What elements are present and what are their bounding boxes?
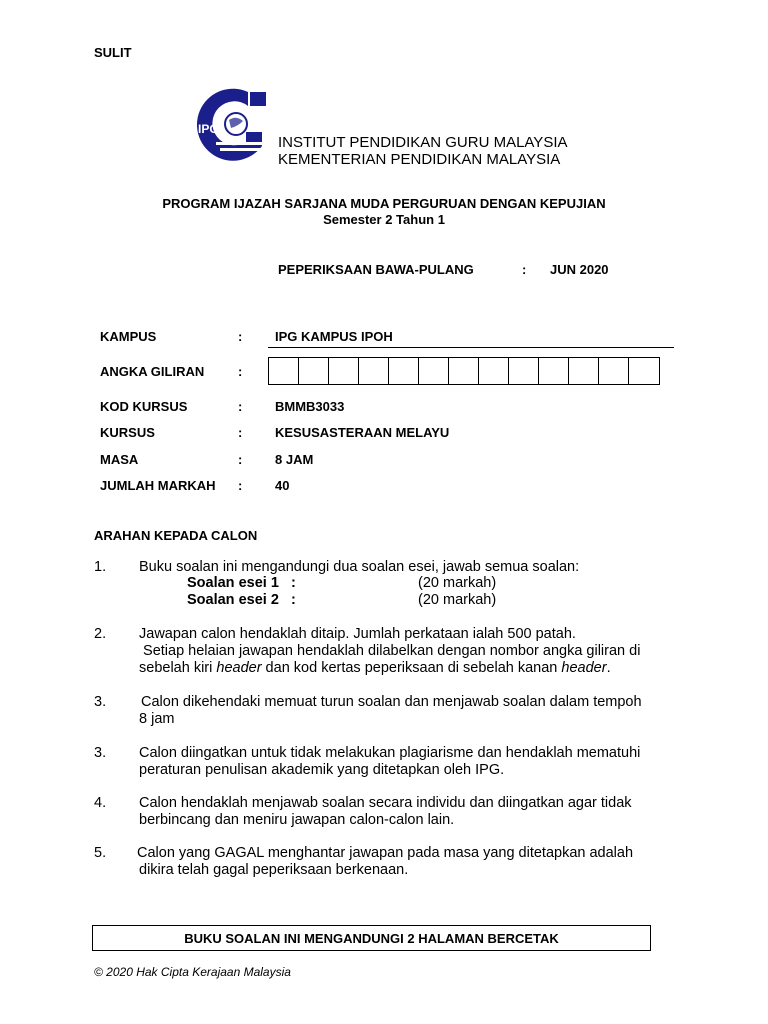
jumlah-markah-colon: :: [238, 478, 243, 493]
item2-line3-e: .: [606, 660, 611, 676]
angka-giliran-cell[interactable]: [509, 358, 539, 384]
item2-line3: [139, 660, 611, 677]
angka-giliran-cell[interactable]: [539, 358, 569, 384]
institution-name-line2: KEMENTERIAN PENDIDIKAN MALAYSIA: [278, 151, 561, 168]
angka-giliran-cell[interactable]: [359, 358, 389, 384]
instructions-heading: ARAHAN KEPADA CALON: [94, 528, 258, 543]
angka-giliran-cell[interactable]: [269, 358, 299, 384]
item5-number: 4.: [94, 795, 107, 811]
item4-line1: Calon diingatkan untuk tidak melakukan plagiarisme dan hendaklah mematuhi: [139, 745, 641, 761]
item6-number: 5.: [94, 845, 107, 861]
angka-giliran-cell[interactable]: [629, 358, 659, 384]
item1-text: Buku soalan ini mengandungi dua soalan esei, jawab semua soalan:: [139, 559, 580, 575]
angka-giliran-cell[interactable]: [479, 358, 509, 384]
item3-number: 3.: [94, 694, 107, 710]
kursus-colon: :: [238, 425, 243, 440]
page-count-box: BUKU SOALAN INI MENGANDUNGI 2 HALAMAN BERCETAK: [92, 925, 651, 951]
jumlah-markah-value: 40: [275, 478, 290, 493]
item5-line1: Calon hendaklah menjawab soalan secara individu dan diingatkan agar tidak: [139, 795, 632, 811]
item6-line1: Calon yang GAGAL menghantar jawapan pada masa yang ditetapkan adalah: [137, 845, 634, 861]
exam-colon: :: [522, 262, 527, 277]
angka-giliran-cell[interactable]: [449, 358, 479, 384]
program-title: PROGRAM IJAZAH SARJANA MUDA PERGURUAN DENGAN KEPUJIAN: [162, 196, 606, 211]
item2-number: 2.: [94, 626, 107, 642]
item2-line2: Setiap helaian jawapan hendaklah dilabelkan dengan nombor angka giliran di: [139, 643, 641, 659]
item1-sub1-label: Soalan esei 1 :: [187, 575, 296, 591]
item5-line2: berbincang dan meniru jawapan calon-calon lain.: [139, 812, 455, 828]
confidential-label: SULIT: [94, 45, 132, 60]
exam-type: PEPERIKSAAN BAWA-PULANG: [278, 262, 474, 277]
item2-line3-a: sebelah kiri: [139, 660, 217, 676]
angka-giliran-cell[interactable]: [389, 358, 419, 384]
angka-giliran-cell[interactable]: [569, 358, 599, 384]
jumlah-markah-label: JUMLAH MARKAH: [100, 478, 216, 493]
kod-kursus-label: KOD KURSUS: [100, 399, 188, 414]
exam-date: JUN 2020: [550, 262, 609, 277]
item2-line3-d: header: [561, 660, 607, 676]
kursus-label: KURSUS: [100, 425, 155, 440]
item2-line3-c: dan kod kertas peperiksaan di sebelah kanan: [261, 660, 562, 676]
item2-line1: Jawapan calon hendaklah ditaip. Jumlah perkataan ialah 500 patah.: [139, 626, 576, 642]
ipg-logo-icon: [196, 88, 270, 168]
item4-number: 3.: [94, 745, 107, 761]
kampus-colon: :: [238, 329, 243, 344]
item2-line3-b: header: [216, 660, 262, 676]
masa-value: 8 JAM: [275, 452, 314, 467]
masa-colon: :: [238, 452, 243, 467]
item1-number: 1.: [94, 559, 107, 575]
kursus-value: KESUSASTERAAN MELAYU: [275, 425, 450, 440]
kod-kursus-colon: :: [238, 399, 243, 414]
item1-sub1-marks: (20 markah): [418, 575, 497, 591]
semester-label: Semester 2 Tahun 1: [323, 212, 445, 227]
kampus-value: IPG KAMPUS IPOH: [275, 329, 393, 344]
angka-giliran-grid: [268, 357, 660, 385]
institution-name-line1: INSTITUT PENDIDIKAN GURU MALAYSIA: [278, 134, 568, 151]
masa-label: MASA: [100, 452, 139, 467]
item3-line2: 8 jam: [139, 711, 175, 727]
kampus-underline: [268, 347, 674, 348]
item3-line1: Calon dikehendaki memuat turun soalan dan menjawab soalan dalam tempoh: [141, 694, 642, 710]
item1-sub2-label: Soalan esei 2 :: [187, 592, 296, 608]
angka-giliran-cell[interactable]: [419, 358, 449, 384]
item1-sub2-marks: (20 markah): [418, 592, 497, 608]
angka-giliran-label: ANGKA GILIRAN: [100, 364, 205, 379]
kampus-label: KAMPUS: [100, 329, 157, 344]
angka-giliran-cell[interactable]: [329, 358, 359, 384]
institution-name: [278, 134, 568, 168]
item4-line2: peraturan penulisan akademik yang ditetapkan oleh IPG.: [139, 762, 505, 778]
angka-giliran-cell[interactable]: [599, 358, 629, 384]
item6-line2: dikira telah gagal peperiksaan berkenaan.: [139, 862, 409, 878]
kod-kursus-value: BMMB3033: [275, 399, 345, 414]
logo-text: IPG: [198, 122, 219, 136]
angka-giliran-cell[interactable]: [299, 358, 329, 384]
copyright: © 2020 Hak Cipta Kerajaan Malaysia: [94, 965, 291, 979]
angka-giliran-colon: :: [238, 364, 243, 379]
